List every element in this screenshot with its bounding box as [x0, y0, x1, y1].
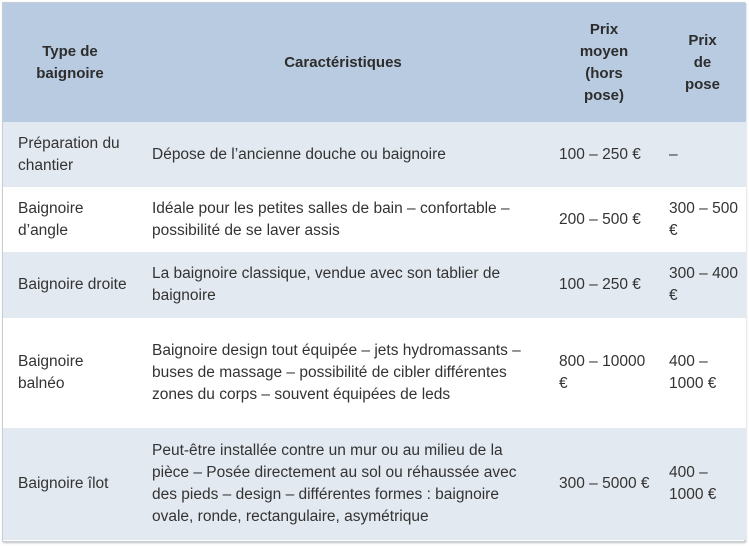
- cell-avg-price: 800 – 10000 €: [549, 318, 659, 428]
- cell-features: Dépose de l’ancienne douche ou baignoire: [137, 122, 549, 187]
- cell-install-price: –: [659, 122, 746, 187]
- cell-install-price: 400 – 1000 €: [659, 428, 746, 540]
- cell-type: Préparation du chantier: [3, 122, 137, 187]
- cell-features: La baignoire classique, vendue avec son tablier de baignoire: [137, 252, 549, 318]
- header-type: Type de baignoire: [3, 3, 137, 122]
- cell-avg-price: 100 – 250 €: [549, 122, 659, 187]
- cell-avg-price: 300 – 5000 €: [549, 428, 659, 540]
- table-row: [3, 252, 746, 318]
- cell-features: Idéale pour les petites salles de bain – confortable – possibilité de se laver assis: [137, 187, 549, 252]
- cell-type: Baignoire îlot: [3, 428, 137, 540]
- header-features: Caractéristiques: [137, 3, 549, 122]
- table-row: [3, 318, 746, 428]
- cell-avg-price: 100 – 250 €: [549, 252, 659, 318]
- table-header-row: [3, 3, 746, 122]
- cell-install-price: 400 – 1000 €: [659, 318, 746, 428]
- table-row: [3, 122, 746, 187]
- cell-type: Baignoire d’angle: [3, 187, 137, 252]
- cell-features: Peut-être installée contre un mur ou au milieu de la pièce – Posée directement au sol ou réhaussée avec des pieds – design – différentes formes : baignoire ovale, ronde, rectangulaire, asymétrique: [137, 428, 549, 540]
- bathtub-price-table: [3, 3, 746, 540]
- cell-install-price: 300 – 400 €: [659, 252, 746, 318]
- header-avg-price: Prix moyen (hors pose): [549, 3, 659, 122]
- cell-install-price: 300 – 500 €: [659, 187, 746, 252]
- table-row: [3, 428, 746, 540]
- cell-avg-price: 200 – 500 €: [549, 187, 659, 252]
- cell-type: Baignoire balnéo: [3, 318, 137, 428]
- header-install-price: Prix de pose: [659, 3, 746, 122]
- cell-type: Baignoire droite: [3, 252, 137, 318]
- price-table-container: [2, 2, 745, 542]
- cell-features: Baignoire design tout équipée – jets hydromassants – buses de massage – possibilité de cibler différentes zones du corps – souvent équipées de leds: [137, 318, 549, 428]
- table-row: [3, 187, 746, 252]
